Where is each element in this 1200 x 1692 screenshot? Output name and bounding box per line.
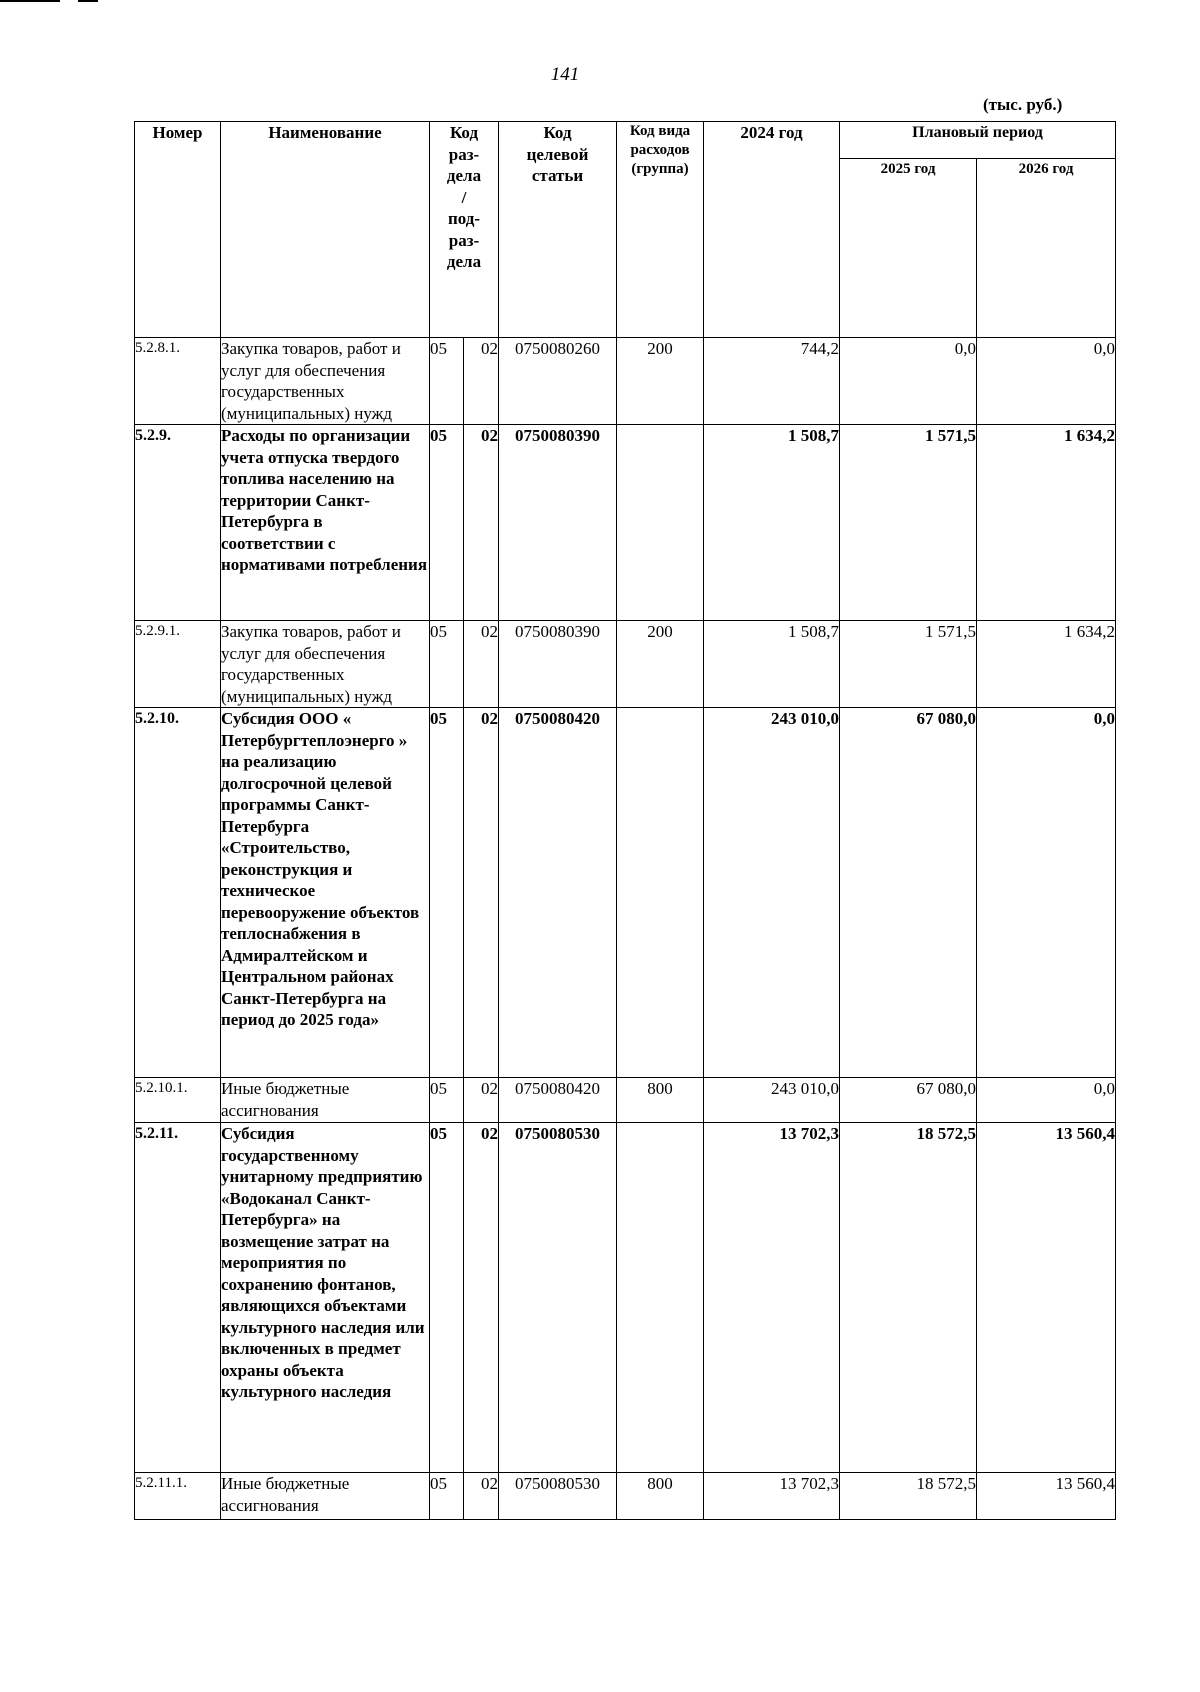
budget-table bbox=[134, 121, 1116, 1520]
header-year-2026: 2026 год bbox=[977, 159, 1116, 338]
row-amount-2025: 18 572,5 bbox=[840, 1473, 977, 1520]
row-amount-2025: 67 080,0 bbox=[840, 708, 977, 1078]
row-section-code: 05 bbox=[430, 338, 464, 425]
row-amount-2026: 0,0 bbox=[977, 1078, 1116, 1123]
header-planned-period: Плановый период bbox=[840, 122, 1116, 159]
row-subsection-code: 02 bbox=[464, 708, 499, 1078]
table-body bbox=[135, 338, 1116, 1520]
row-amount-2024: 1 508,7 bbox=[704, 425, 840, 621]
row-expense-type: 200 bbox=[617, 338, 704, 425]
row-expense-type bbox=[617, 708, 704, 1078]
row-amount-2025: 1 571,5 bbox=[840, 425, 977, 621]
row-expense-type: 800 bbox=[617, 1473, 704, 1520]
row-subsection-code: 02 bbox=[464, 425, 499, 621]
row-amount-2026: 1 634,2 bbox=[977, 621, 1116, 708]
page-number: 141 bbox=[550, 64, 580, 85]
row-amount-2024: 13 702,3 bbox=[704, 1123, 840, 1473]
table-row bbox=[135, 1078, 1116, 1123]
row-target-code: 0750080390 bbox=[499, 621, 617, 708]
table-row bbox=[135, 1473, 1116, 1520]
header-target-code-text: Код целевой статьи bbox=[526, 123, 589, 185]
row-amount-2025: 0,0 bbox=[840, 338, 977, 425]
row-name: Закупка товаров, работ и услуг для обеспечения государственных (муниципальных) нужд bbox=[221, 621, 430, 708]
scan-mark-right bbox=[78, 0, 98, 2]
row-name: Закупка товаров, работ и услуг для обеспечения государственных (муниципальных) нужд bbox=[221, 338, 430, 425]
row-amount-2026: 13 560,4 bbox=[977, 1123, 1116, 1473]
row-name: Субсидия государственному унитарному предприятию «Водоканал Санкт-Петербурга» на возмещение затрат на мероприятия по сохранению фонтанов, являющихся объектами культурного наследия или включенных в предмет охраны объекта культурного наследия bbox=[221, 1123, 430, 1473]
row-subsection-code: 02 bbox=[464, 1123, 499, 1473]
table-header bbox=[135, 122, 1116, 338]
header-target-code bbox=[499, 122, 617, 338]
table-row bbox=[135, 708, 1116, 1078]
row-target-code: 0750080530 bbox=[499, 1473, 617, 1520]
row-section-code: 05 bbox=[430, 708, 464, 1078]
header-year-2025: 2025 год bbox=[840, 159, 977, 338]
row-subsection-code: 02 bbox=[464, 338, 499, 425]
row-target-code: 0750080260 bbox=[499, 338, 617, 425]
header-year-2024: 2024 год bbox=[704, 122, 840, 338]
row-target-code: 0750080420 bbox=[499, 1078, 617, 1123]
header-name: Наименование bbox=[221, 122, 430, 338]
table-row bbox=[135, 425, 1116, 621]
row-name: Субсидия ООО « Петербургтеплоэнерго » на реализацию долгосрочной целевой программы Санкт-Петербурга «Строительство, реконструкция и техническое перевооружение объектов теплоснабжения в Адмиралтейском и Центральном районах Санкт-Петербурга на период до 2025 года» bbox=[221, 708, 430, 1078]
row-amount-2024: 1 508,7 bbox=[704, 621, 840, 708]
row-target-code: 0750080420 bbox=[499, 708, 617, 1078]
row-expense-type bbox=[617, 425, 704, 621]
row-section-code: 05 bbox=[430, 425, 464, 621]
row-amount-2024: 243 010,0 bbox=[704, 708, 840, 1078]
row-number: 5.2.10.1. bbox=[135, 1078, 221, 1123]
row-number: 5.2.9. bbox=[135, 425, 221, 621]
row-expense-type: 800 bbox=[617, 1078, 704, 1123]
row-target-code: 0750080530 bbox=[499, 1123, 617, 1473]
row-number: 5.2.9.1. bbox=[135, 621, 221, 708]
scan-mark-left bbox=[0, 0, 60, 2]
table-row bbox=[135, 1123, 1116, 1473]
row-amount-2025: 67 080,0 bbox=[840, 1078, 977, 1123]
row-number: 5.2.10. bbox=[135, 708, 221, 1078]
table-row bbox=[135, 338, 1116, 425]
row-name: Расходы по организации учета отпуска твердого топлива населению на территории Санкт-Петербурга в соответствии с нормативами потребления bbox=[221, 425, 430, 621]
header-section-code bbox=[430, 122, 499, 338]
row-expense-type bbox=[617, 1123, 704, 1473]
row-number: 5.2.8.1. bbox=[135, 338, 221, 425]
row-amount-2024: 243 010,0 bbox=[704, 1078, 840, 1123]
row-subsection-code: 02 bbox=[464, 621, 499, 708]
row-amount-2024: 744,2 bbox=[704, 338, 840, 425]
row-amount-2025: 18 572,5 bbox=[840, 1123, 977, 1473]
row-name: Иные бюджетные ассигнования bbox=[221, 1473, 430, 1520]
row-amount-2026: 0,0 bbox=[977, 708, 1116, 1078]
units-label: (тыс. руб.) bbox=[983, 95, 1063, 114]
row-amount-2026: 1 634,2 bbox=[977, 425, 1116, 621]
row-section-code: 05 bbox=[430, 1123, 464, 1473]
row-name: Иные бюджетные ассигнования bbox=[221, 1078, 430, 1123]
table-row bbox=[135, 621, 1116, 708]
row-amount-2024: 13 702,3 bbox=[704, 1473, 840, 1520]
header-section-code-text: Код раз-дела/ под-раз-дела bbox=[446, 123, 482, 271]
row-amount-2026: 0,0 bbox=[977, 338, 1116, 425]
row-number: 5.2.11. bbox=[135, 1123, 221, 1473]
row-section-code: 05 bbox=[430, 621, 464, 708]
row-number: 5.2.11.1. bbox=[135, 1473, 221, 1520]
row-amount-2026: 13 560,4 bbox=[977, 1473, 1116, 1520]
row-expense-type: 200 bbox=[617, 621, 704, 708]
row-section-code: 05 bbox=[430, 1078, 464, 1123]
header-number: Номер bbox=[135, 122, 221, 338]
row-section-code: 05 bbox=[430, 1473, 464, 1520]
row-subsection-code: 02 bbox=[464, 1078, 499, 1123]
row-amount-2025: 1 571,5 bbox=[840, 621, 977, 708]
row-target-code: 0750080390 bbox=[499, 425, 617, 621]
row-subsection-code: 02 bbox=[464, 1473, 499, 1520]
header-expense-type: Код вида расходов (группа) bbox=[617, 122, 704, 338]
